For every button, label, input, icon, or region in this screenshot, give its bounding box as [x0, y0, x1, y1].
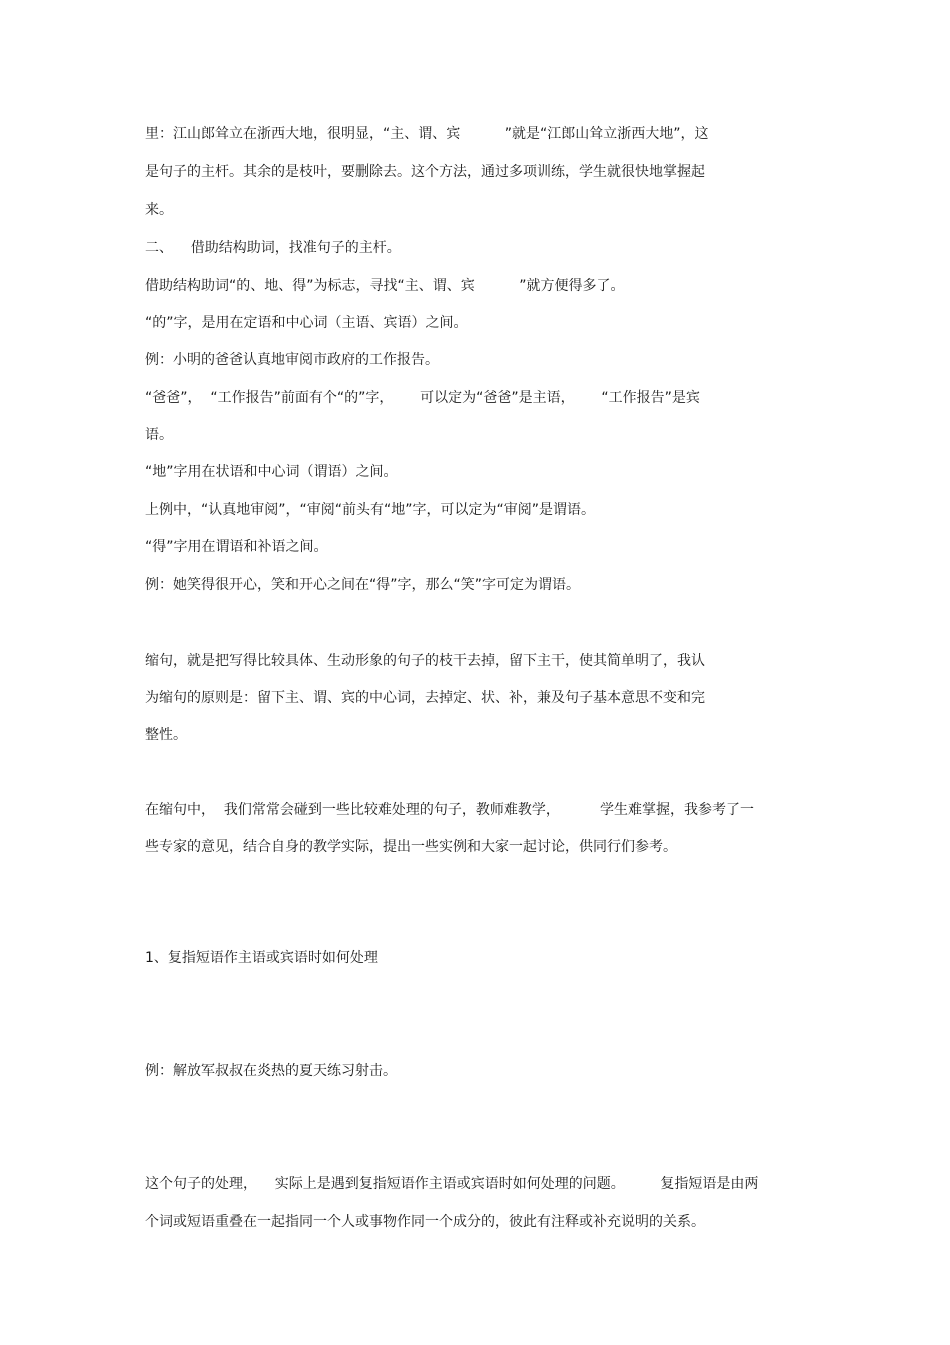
example-line: 例：小明的爸爸认真地审阅市政府的工作报告。: [145, 352, 439, 368]
paragraph-line: 这个句子的处理， 实际上是遇到复指短语作主语或宾语时如何处理的问题。 复指短语是由两: [145, 1176, 759, 1192]
paragraph-line: “的”字，是用在定语和中心词（主语、宾语）之间。: [145, 315, 468, 331]
paragraph-line: “爸爸”， “工作报告”前面有个“的”字， 可以定为“爸爸”是主语， “工作报告”是宾: [145, 390, 700, 406]
paragraph-line: “地”字用在状语和中心词（谓语）之间。: [145, 464, 398, 480]
paragraph-line: 来。: [145, 202, 173, 218]
example-line: 例：解放军叔叔在炎热的夏天练习射击。: [145, 1063, 397, 1079]
paragraph-line: 缩句，就是把写得比较具体、生动形象的句子的枝干去掉，留下主干，使其简单明了，我认: [145, 653, 705, 669]
section-heading: 1、复指短语作主语或宾语时如何处理: [145, 950, 378, 966]
paragraph-line: 里：江山郎耸立在浙西大地，很明显，“主、谓、宾 ”就是“江郎山耸立浙西大地”，这: [145, 126, 709, 142]
paragraph-line: 在缩句中， 我们常常会碰到一些比较难处理的句子，教师难教学， 学生难掌握，我参考了一: [145, 802, 754, 818]
paragraph-line: 些专家的意见，结合自身的教学实际，提出一些实例和大家一起讨论，供同行们参考。: [145, 839, 677, 855]
paragraph-line: 为缩句的原则是：留下主、谓、宾的中心词，去掉定、状、补，兼及句子基本意思不变和完: [145, 690, 705, 706]
paragraph-line: 借助结构助词“的、地、得”为标志，寻找“主、谓、宾 ”就方便得多了。: [145, 278, 625, 294]
section-heading: 二、 借助结构助词，找准句子的主杆。: [145, 240, 401, 256]
paragraph-line: 整性。: [145, 727, 187, 743]
paragraph-line: “得”字用在谓语和补语之间。: [145, 539, 328, 555]
paragraph-line: 语。: [145, 427, 173, 443]
paragraph-line: 上例中，“认真地审阅”，“审阅“前头有“地”字，可以定为“审阅”是谓语。: [145, 502, 596, 518]
paragraph-line: 个词或短语重叠在一起指同一个人或事物作同一个成分的，彼此有注释或补充说明的关系。: [145, 1214, 705, 1230]
paragraph-line: 是句子的主杆。其余的是枝叶，要删除去。这个方法，通过多项训练，学生就很快地掌握起: [145, 164, 705, 180]
example-line: 例：她笑得很开心，笑和开心之间在“得”字，那么“笑”字可定为谓语。: [145, 577, 581, 593]
